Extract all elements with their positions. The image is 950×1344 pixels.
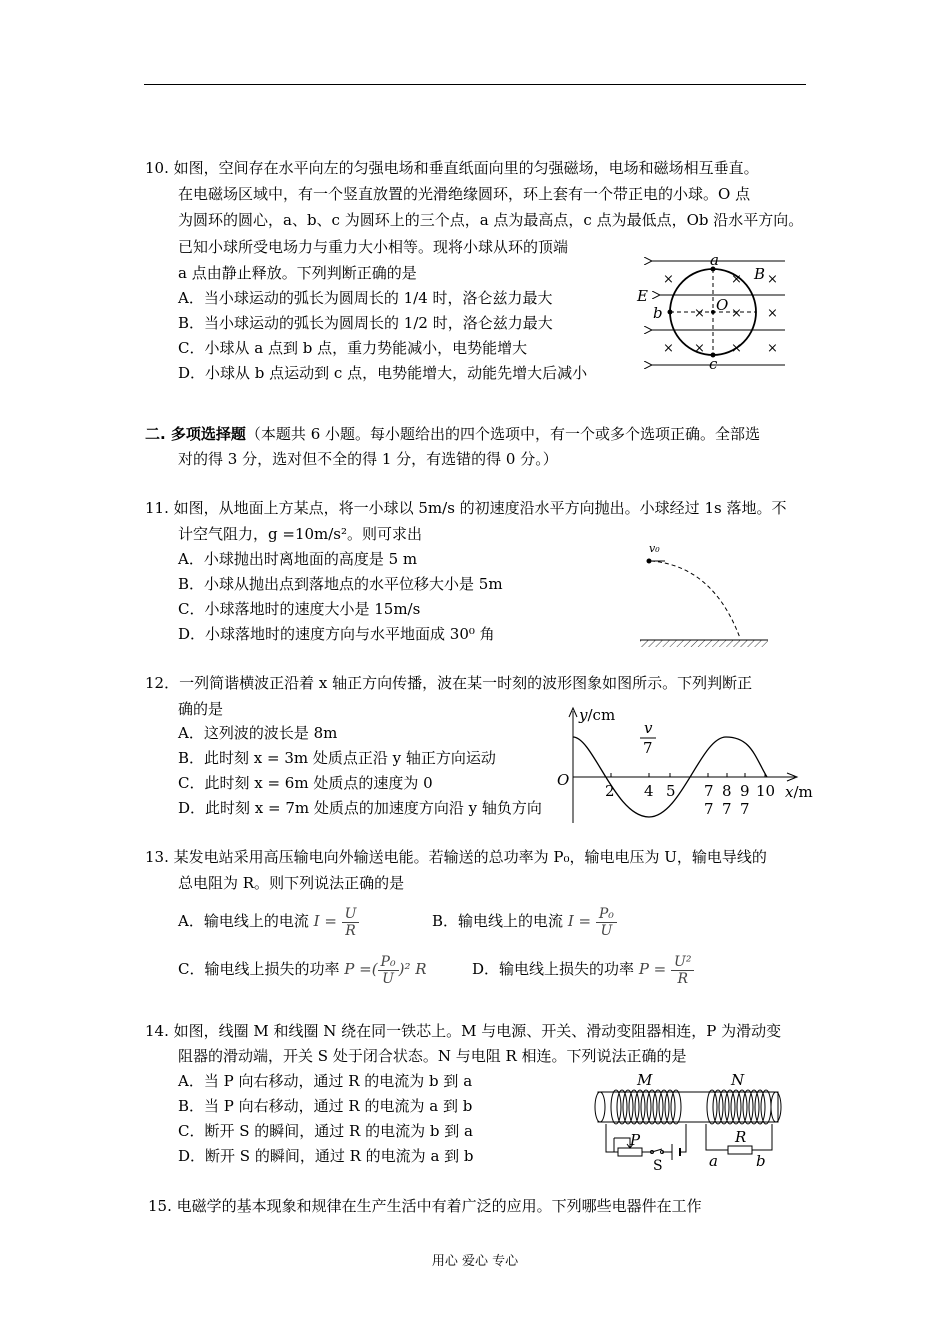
cross-9: × [731, 341, 742, 356]
q10-line-4: 已知小球所受电场力与重力大小相等。现将小球从环的顶端 [178, 238, 569, 256]
q10-line-5: a 点由静止释放。下列判断正确的是 [178, 264, 417, 282]
q13-option-c-fraction [378, 954, 399, 987]
q10-option-d: D．小球从 b 点运动到 c 点，电势能增大，动能先增大后减小 [178, 364, 588, 382]
q10-line-1: 10. 如图，空间存在水平向左的匀强电场和垂直纸面向里的匀强磁场，电场和磁场相互垂直。 [145, 159, 759, 177]
q13-option-c-post: )² R [398, 960, 427, 978]
y-axis-label: y/cm [579, 706, 616, 724]
label-s: S [653, 1158, 663, 1174]
q12-option-a: A．这列波的波长是 8m [178, 724, 338, 742]
q13-option-b [432, 904, 617, 939]
q13-option-b-label: B．输电线上的电流 [432, 912, 564, 930]
q13-line-2: 总电阻为 R。则下列说法正确的是 [178, 874, 405, 892]
tick-label-7: 7 [704, 782, 714, 800]
q12-line-2: 确的是 [178, 700, 224, 718]
q14-line-2: 阻器的滑动端，开关 S 处于闭合状态。N 与电阻 R 相连。下列说法正确的是 [178, 1047, 687, 1065]
cross-2: × [731, 272, 742, 287]
q13-line-1: 13. 某发电站采用高压输电向外输送电能。若输送的总功率为 P₀，输电电压为 U，输电导线的 [145, 848, 767, 866]
origin-label: O [557, 771, 570, 789]
q11-option-c: C．小球落地时的速度大小是 15m/s [178, 600, 421, 618]
q10-line-3: 为圆环的圆心，a、b、c 为圆环上的三个点，a 点为最高点，c 点为最低点，Ob 沿水平方向。 [178, 211, 804, 229]
coil-m [611, 1090, 681, 1124]
cross-4: × [694, 306, 705, 321]
label-m: M [637, 1071, 653, 1089]
y-axis-label-data: y/cm [555, 703, 558, 704]
q10-field-figure [635, 250, 805, 373]
q13-option-c-var: P =( [344, 960, 378, 978]
label-e: E [637, 287, 648, 305]
q10-option-c: C．小球从 a 点到 b 点，重力势能减小，电势能增大 [178, 339, 528, 357]
q10-option-a: A．当小球运动的弧长为圆周长的 1/4 时，洛仑兹力最大 [178, 289, 553, 307]
label-n: N [731, 1071, 745, 1089]
point-b [668, 310, 673, 315]
label-o: O [716, 296, 729, 314]
q13-option-a [178, 904, 359, 939]
q13-option-d-fraction [671, 954, 694, 987]
q13-option-c [178, 952, 427, 987]
iron-core-right-end [771, 1092, 781, 1122]
q11-option-b: B．小球从抛出点到落地点的水平位移大小是 5m [178, 575, 503, 593]
q13-option-d-denominator: R [677, 970, 689, 987]
q15-line-1: 15. 电磁学的基本现象和规律在生产生活中有着广泛的应用。下列哪些电器件在工作 [148, 1197, 702, 1215]
q11-option-d: D．小球落地时的速度方向与水平地面成 30⁰ 角 [178, 625, 495, 643]
q13-option-c-label: C．输电线上损失的功率 [178, 960, 340, 978]
label-v0: v₀ [649, 542, 660, 555]
q13-option-b-denominator: U [600, 922, 613, 939]
tick-label-9: 9 [740, 782, 750, 800]
tick-label-4: 4 [644, 782, 654, 800]
q13-option-d-numerator: U² [671, 954, 694, 971]
cross-6: × [767, 306, 778, 321]
iron-core-left-end [595, 1092, 605, 1122]
section-2-rest-1: （本题共 6 小题。每小题给出的四个选项中，有一个或多个选项正确。全部选 [245, 425, 761, 443]
q13-option-b-numerator: P₀ [596, 906, 617, 923]
q14-option-a: A．当 P 向右移动，通过 R 的电流为 b 到 a [178, 1072, 473, 1090]
q13-option-d-var: P = [638, 960, 667, 978]
label-r: R [735, 1128, 747, 1146]
q13-option-d [472, 952, 694, 987]
q13-option-b-fraction [596, 906, 617, 939]
q13-option-c-denominator: U [382, 970, 394, 987]
q11-line-2: 计空气阻力，g =10m/s²。则可求出 [178, 525, 423, 543]
q13-option-d-label: D．输电线上损失的功率 [472, 960, 635, 978]
q10-line-2: 在电磁场区域中，有一个竖直放置的光滑绝缘圆环，环上套有一个带正电的小球。O 点 [178, 185, 751, 203]
x-axis-label: x/m [785, 783, 813, 801]
q12-line-1: 12．一列简谐横波正沿着 x 轴正方向传播，波在某一时刻的波形图象如图所示。下列判断正 [145, 674, 753, 692]
q12-option-c: C．此时刻 x = 6m 处质点的速度为 0 [178, 774, 433, 792]
cross-7: × [663, 341, 674, 356]
iron-core [598, 1092, 778, 1122]
q10-option-b: B．当小球运动的弧长为圆周长的 1/2 时，洛仑兹力最大 [178, 314, 553, 332]
tick-label-10: 10 [756, 782, 776, 800]
q14-line-1: 14. 如图，线圈 M 和线圈 N 绕在同一铁芯上。M 与电源、开关、滑动变阻器相连，P 为滑动变 [145, 1022, 782, 1040]
section-2-title: 二. 多项选择题 [145, 425, 246, 443]
q13-option-a-label: A．输电线上的电流 [178, 912, 309, 930]
label-b-field: B [754, 265, 766, 283]
tick-sub-label-1: 7 [704, 800, 714, 818]
q11-projectile-figure [635, 540, 775, 650]
q14-option-d: D．断开 S 的瞬间，通过 R 的电流为 a 到 b [178, 1147, 474, 1165]
tick-label-5: 5 [666, 782, 676, 800]
section-2-line-2: 对的得 3 分，选对但不全的得 1 分，有选错的得 0 分。） [178, 450, 558, 468]
q13-option-a-var: I = [313, 912, 337, 930]
tick-sub-label-2: 7 [722, 800, 732, 818]
ground-hatch [640, 640, 768, 647]
q13-option-a-denominator: R [345, 922, 356, 939]
q11-line-1: 11. 如图，从地面上方某点，将一小球以 5m/s 的初速度沿水平方向抛出。小球经过 1s 落地。不 [145, 499, 787, 517]
q13-option-a-fraction [342, 906, 360, 939]
wave-velocity-label: v [644, 719, 653, 737]
label-a: a [709, 1152, 718, 1170]
q14-coil-figure [592, 1070, 792, 1174]
label-b: b [653, 304, 663, 322]
resistor-r [728, 1146, 752, 1154]
q11-option-a: A．小球抛出时离地面的高度是 5 m [178, 550, 418, 568]
tick-label-8: 8 [722, 782, 732, 800]
wave-velocity-seven: 7 [643, 739, 653, 757]
tick-label-2: 2 [605, 782, 615, 800]
coil-n [707, 1090, 771, 1124]
cross-8: × [694, 341, 705, 356]
tick-sub-label-3: 7 [740, 800, 750, 818]
cross-5: × [731, 306, 742, 321]
q12-option-d: D．此时刻 x = 7m 处质点的加速度方向沿 y 轴负方向 [178, 799, 542, 817]
rheostat [618, 1148, 642, 1156]
cross-10: × [767, 341, 778, 356]
q12-wave-figure [555, 703, 813, 828]
cross-1: × [663, 272, 674, 287]
section-2-line-1 [145, 424, 760, 444]
page-footer: 用心 爱心 专心 [431, 1254, 519, 1269]
q14-option-c: C．断开 S 的瞬间，通过 R 的电流为 b 到 a [178, 1122, 473, 1140]
label-c: c [709, 355, 718, 373]
label-a: a [710, 251, 719, 269]
point-o [711, 310, 715, 314]
label-p: P [630, 1131, 641, 1149]
q13-option-a-numerator: U [342, 906, 360, 923]
trajectory [651, 561, 740, 638]
q13-option-c-numerator: P₀ [378, 954, 399, 971]
q14-option-b: B．当 P 向右移动，通过 R 的电流为 a 到 b [178, 1097, 473, 1115]
label-b: b [756, 1152, 766, 1170]
header-rule [144, 84, 806, 85]
q13-option-b-var: I = [567, 912, 592, 930]
cross-3: × [767, 272, 778, 287]
q12-option-b: B．此时刻 x = 3m 处质点正沿 y 轴正方向运动 [178, 749, 496, 767]
